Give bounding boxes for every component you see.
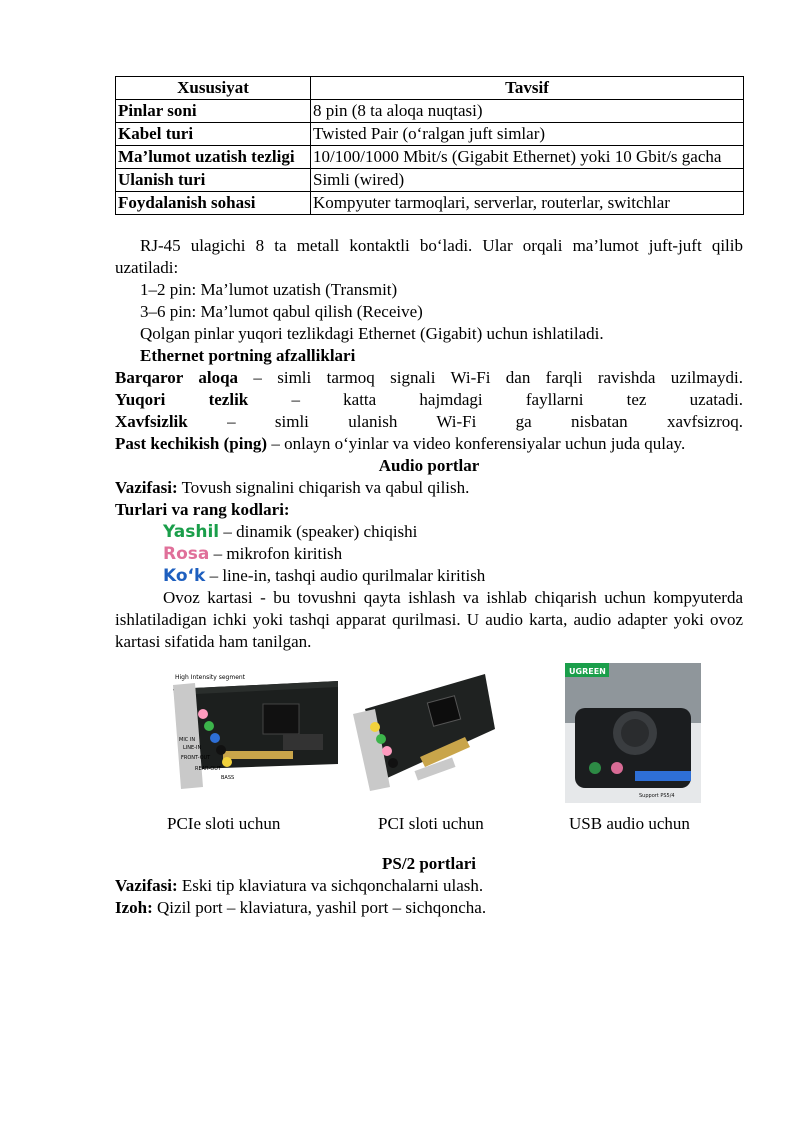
table-cell-value: 10/100/1000 Mbit/s (Gigabit Ethernet) yoki 10 Gbit/s gacha [311, 146, 744, 169]
rj45-pin-line: 1–2 pin: Ma’lumot uzatish (Transmit) [140, 280, 398, 299]
pcie-port-label: MIC IN [179, 737, 196, 743]
document-page [115, 76, 743, 919]
color-name-blue: Ko‘k [163, 566, 206, 586]
color-text: – dinamik (speaker) chiqishi [219, 522, 418, 541]
advantage-term: Barqaror aloqa [115, 368, 239, 387]
audio-types-label: Turlari va rang kodlari: [115, 500, 290, 519]
pcie-segment-label: High Intensity segment [175, 674, 246, 681]
audio-color-item [115, 565, 743, 587]
table-cell-value: Simli (wired) [311, 169, 744, 192]
advantage-item [115, 433, 743, 455]
usb-audio-image [565, 663, 701, 809]
table-cell-key: Kabel turi [116, 123, 311, 146]
pci-card-image [345, 669, 500, 800]
table-header: Tavsif [311, 77, 744, 100]
table-cell-value: 8 pin (8 ta aloqa nuqtasi) [311, 100, 744, 123]
usb-brand-label: UGREEN [569, 667, 606, 676]
pcie-port-label: FRONT-OUT [181, 755, 211, 761]
pcie-port-label: LINE-IN [183, 745, 202, 751]
table-cell-value: Kompyuter tarmoqlari, serverlar, routerlar, switchlar [311, 192, 744, 215]
table-header: Xususiyat [116, 77, 311, 100]
advantage-term: Yuqori tezlik [115, 390, 249, 409]
ps2-task-label: Vazifasi: [115, 876, 178, 895]
rj45-pin-line: Qolgan pinlar yuqori tezlikdagi Ethernet (Gigabit) uchun ishlatiladi. [140, 324, 604, 343]
audio-task-label: Vazifasi: [115, 478, 178, 497]
table-row [116, 123, 744, 146]
ps2-note-label: Izoh: [115, 898, 153, 917]
color-text: – mikrofon kiritish [209, 544, 343, 563]
rj45-pin-line: 3–6 pin: Ma’lumot qabul qilish (Receive) [140, 302, 423, 321]
table-row [116, 192, 744, 215]
pcie-card-image [133, 669, 343, 800]
color-name-green: Yashil [163, 522, 220, 542]
advantage-item [115, 411, 743, 433]
spec-table [115, 76, 744, 215]
caption-usb: USB audio uchun [569, 814, 690, 833]
audio-heading: Audio portlar [378, 456, 480, 475]
rj45-intro: RJ-45 ulagichi 8 ta metall kontaktli bo‘ladi. Ular orqali ma’lumot juft-juft qilib uzatiladi: [115, 236, 743, 277]
advantage-text: – simli ulanish Wi-Fi ga nisbatan xavfsizroq. [187, 412, 743, 431]
audio-task [115, 477, 743, 499]
ps2-task [115, 875, 743, 897]
color-name-pink: Rosa [163, 544, 210, 564]
ps2-heading: PS/2 portlari [382, 854, 476, 873]
advantage-text: – simli tarmoq signali Wi-Fi dan farqli ravishda uzilmaydi. [238, 368, 744, 387]
advantage-term: Past kechikish (ping) [115, 434, 268, 453]
color-text: – line-in, tashqi audio qurilmalar kiritish [205, 566, 486, 585]
table-cell-key: Ulanish turi [116, 169, 311, 192]
advantage-term: Xavfsizlik [115, 412, 188, 431]
sound-card-images [115, 653, 743, 813]
table-row [116, 169, 744, 192]
table-cell-key: Pinlar soni [116, 100, 311, 123]
audio-paragraph: Ovoz kartasi - bu tovushni qayta ishlash va ishlab chiqarish uchun kompyuterda ishlatiladigan ichki yoki tashqi apparat qurilmasi. U audio karta, audio adapter yoki ovoz kartasi sifatida ham tanilgan. [115, 588, 743, 651]
advantage-item [115, 367, 743, 389]
audio-color-item [115, 543, 743, 565]
table-row [116, 100, 744, 123]
caption-pcie: PCIe sloti uchun [167, 814, 281, 833]
advantage-item [115, 389, 743, 411]
ps2-note [115, 897, 743, 919]
audio-task-text: Tovush signalini chiqarish va qabul qilish. [177, 478, 470, 497]
pcie-port-label: BASS [221, 775, 235, 781]
table-cell-value: Twisted Pair (o‘ralgan juft simlar) [311, 123, 744, 146]
caption-pci: PCI sloti uchun [378, 814, 484, 833]
advantages-heading: Ethernet portning afzalliklari [140, 346, 356, 365]
advantage-text: – katta hajmdagi fayllarni tez uzatadi. [248, 390, 743, 409]
table-cell-key: Ma’lumot uzatish tezligi [116, 146, 311, 169]
table-header-row [116, 77, 744, 100]
audio-color-item [115, 521, 743, 543]
table-row [116, 146, 744, 169]
ps2-task-text: Eski tip klaviatura va sichqonchalarni ulash. [177, 876, 484, 895]
table-cell-key: Foydalanish sohasi [116, 192, 311, 215]
image-captions [115, 813, 743, 853]
ps2-note-text: Qizil port – klaviatura, yashil port – sichqoncha. [152, 898, 487, 917]
usb-sub-label: Support PS5/4 [639, 793, 675, 799]
advantage-text: – onlayn o‘yinlar va video konferensiyalar uchun juda qulay. [267, 434, 686, 453]
pcie-port-label: REAR-OUT [195, 766, 221, 772]
